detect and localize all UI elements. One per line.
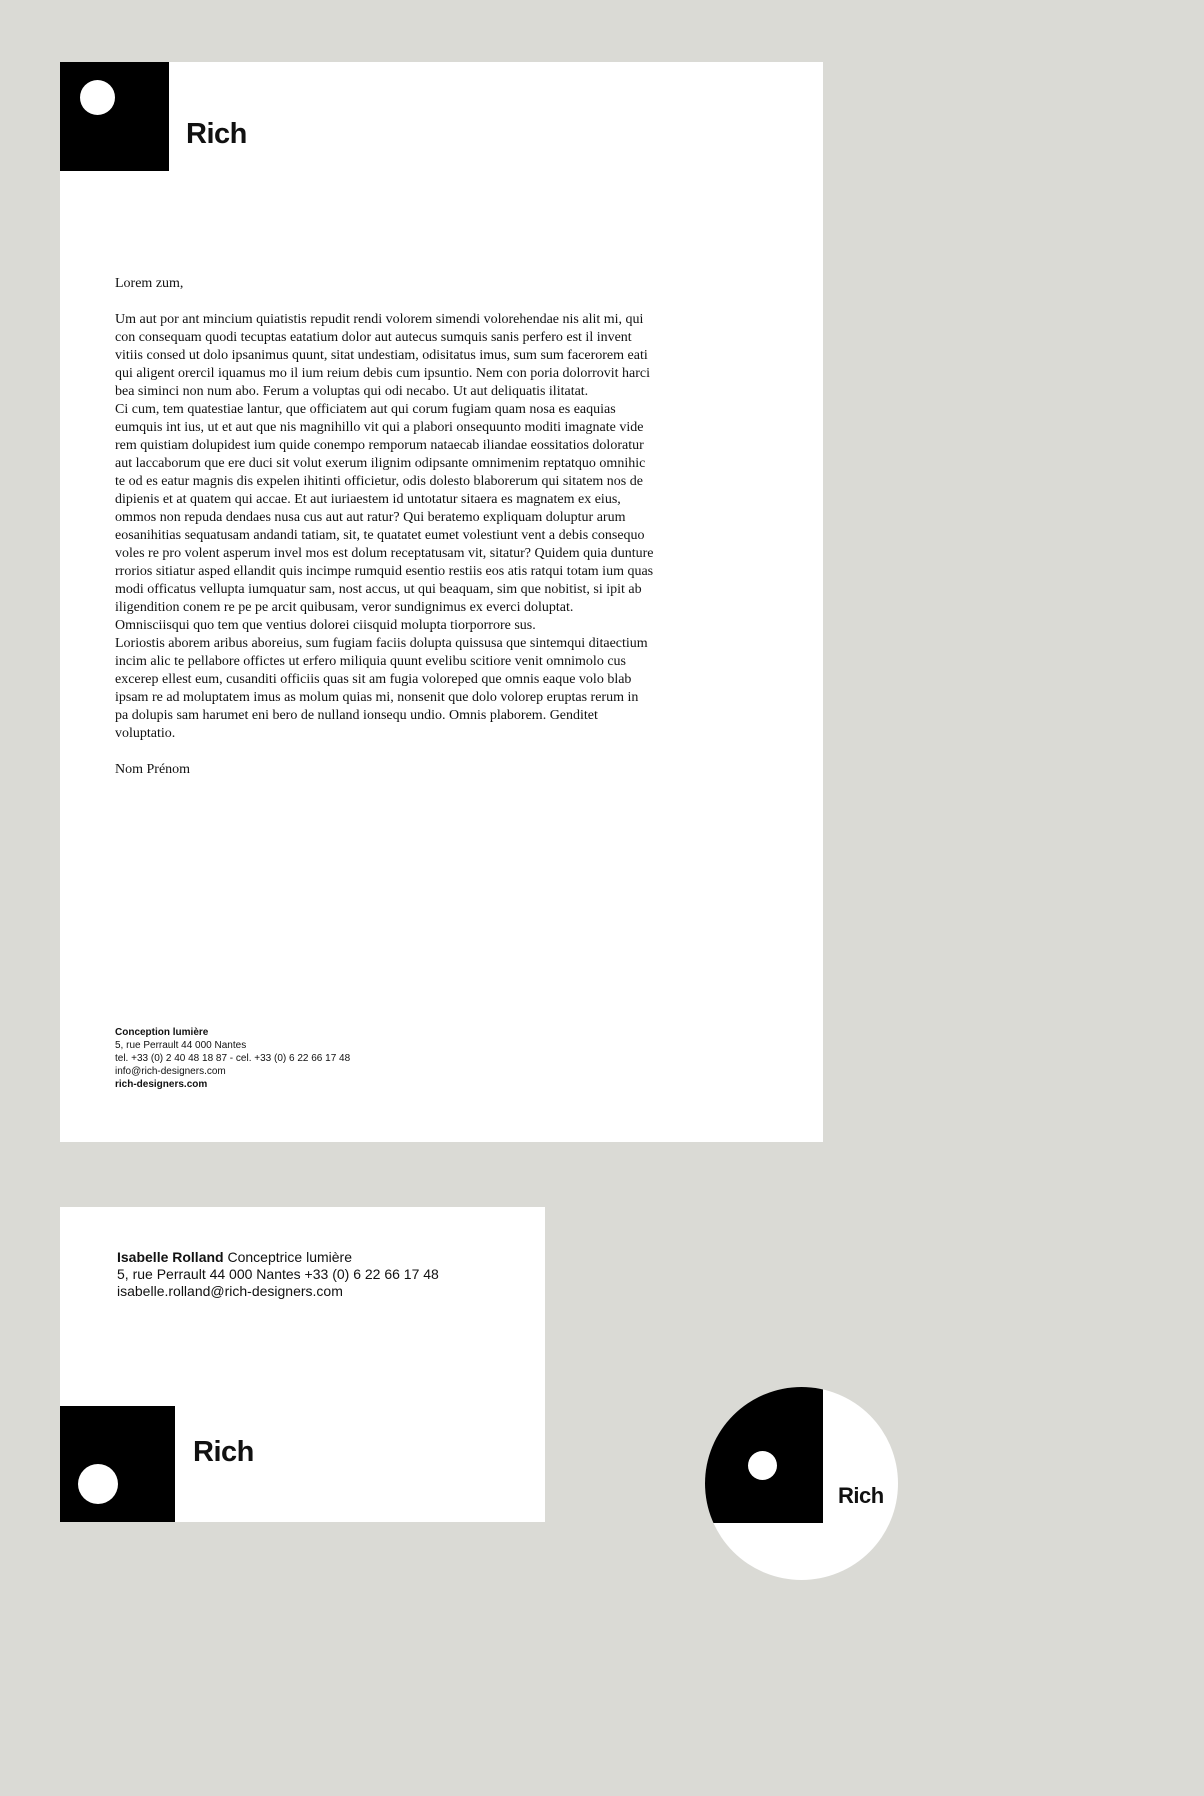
logo-dot-icon (748, 1451, 777, 1480)
letter-body (115, 311, 655, 743)
card-brand-name: Rich (193, 1436, 254, 1468)
card-name-line (117, 1249, 439, 1266)
logo-dot-icon (80, 80, 115, 115)
letter-greeting: Lorem zum, (115, 276, 184, 291)
card-email: isabelle.rolland@rich-designers.com (117, 1283, 343, 1299)
card-name: Isabelle Rolland (117, 1249, 224, 1265)
logo-dot-icon (78, 1464, 118, 1504)
card-contact (117, 1249, 439, 1300)
letter-text (115, 275, 655, 779)
card-role: Conceptrice lumière (227, 1249, 352, 1265)
sticker-logo-mark (705, 1387, 823, 1523)
sticker-brand-name: Rich (838, 1483, 884, 1508)
letter-paragraph-1: Um aut por ant mincium quiatistis repudit rendi volorem simendi volorehendae nis alit mi, qui con consequam quodi tecuptas eatatium dolor aut autecus sumquis sanis perfero est il invent vitiis consed ut dolo ipsanimus quunt, sitat undestiam, odisitatus imus, sum sum facerorem eati qui aligent orercil iquamus mo il ium reium debis cum ipsuntio. Nem con poria dolorrovit harci bea siminci non num abo. Ferum a voluptas qui odi necabo. Ut aut deliquatis ilitatat. (115, 312, 651, 399)
footer-website: rich-designers.com (115, 1079, 208, 1090)
letterhead-sheet (60, 62, 823, 1142)
footer-phones: tel. +33 (0) 2 40 48 18 87 - cel. +33 (0) 6 22 66 17 48 (115, 1053, 351, 1064)
letterhead-logo-mark (60, 62, 169, 171)
footer-email: info@rich-designers.com (115, 1066, 226, 1077)
letter-signature: Nom Prénom (115, 762, 191, 777)
footer-company: Conception lumière (115, 1027, 209, 1038)
footer-address: 5, rue Perrault 44 000 Nantes (115, 1040, 247, 1051)
card-logo-mark (60, 1406, 175, 1522)
round-sticker (705, 1387, 898, 1580)
letter-paragraph-2: Ci cum, tem quatestiae lantur, que officiatem aut qui corum fugiam quam nosa es eaquias eumquis int ius, ut et aut que nis magnihillo vit qui a plabori onsequunto moditi imagnate vide rem quistiam dolupidest ium quide conempo remporum nataecab iliandae eossitatios doloratur aut laccaborum que ere duci sit volut exerum ilignim odipsante omnimenim reptatquo omnihic te od es eatur magnis dis expelen ihitinti officietur, odis dolesto blaborerum qui sitatem nos de dipienis et at quatem qui accae. Et aut iuriaestem id untotatur sitaera es magnatem ex eius, ommos non repuda dendaes nusa cus aut aut ratur? Qui beratemo expliquam doluptur arum eosanihitias sequatusam andandi tatiam, sit, te quatatet eumet volestiunt vent a debis consequo voles re pro volent asperum invel mos est dolum receptatusam vit, sitatur? Quidem quia dunture rrorios sitiatur asped ellandit quis incimpe rumquid esentio restiis eos atis ratqui totam ium quas modi officatus vellupta iumquatur sam, nost accus, ut qui beaquam, sim que nobitist, si ipit ab iligendition conem re pe pe arcit quibusam, veror sundignimus ex everci doluptat. (115, 402, 654, 615)
card-address-phone: 5, rue Perrault 44 000 Nantes +33 (0) 6 22 66 17 48 (117, 1266, 439, 1282)
letterhead-footer (115, 1026, 350, 1091)
letter-paragraph-4: Loriostis aborem aribus aboreius, sum fugiam faciis dolupta quissusa que sintemqui ditaectium incim alic te pellabore offictes ut erfero miliquia quunt evelibu scitiore venit omnimolo cus excerep ellest eum, cusanditi officiis quas sit am fugia voloreped que omnis eaque volo blab ipsam re ad moluptatem imus as molum quias mi, nonsenit que dolo volorep eruptas rerum in pa dolupis sam harumet eni bero de nulland ionsequ undio. Omnis plaborem. Genditet voluptatio. (115, 636, 648, 741)
business-card (60, 1207, 545, 1522)
letterhead-brand-name: Rich (186, 118, 247, 150)
letter-paragraph-3: Omnisciisqui quo tem que ventius dolorei ciisquid molupta tiorporrore sus. (115, 618, 536, 633)
